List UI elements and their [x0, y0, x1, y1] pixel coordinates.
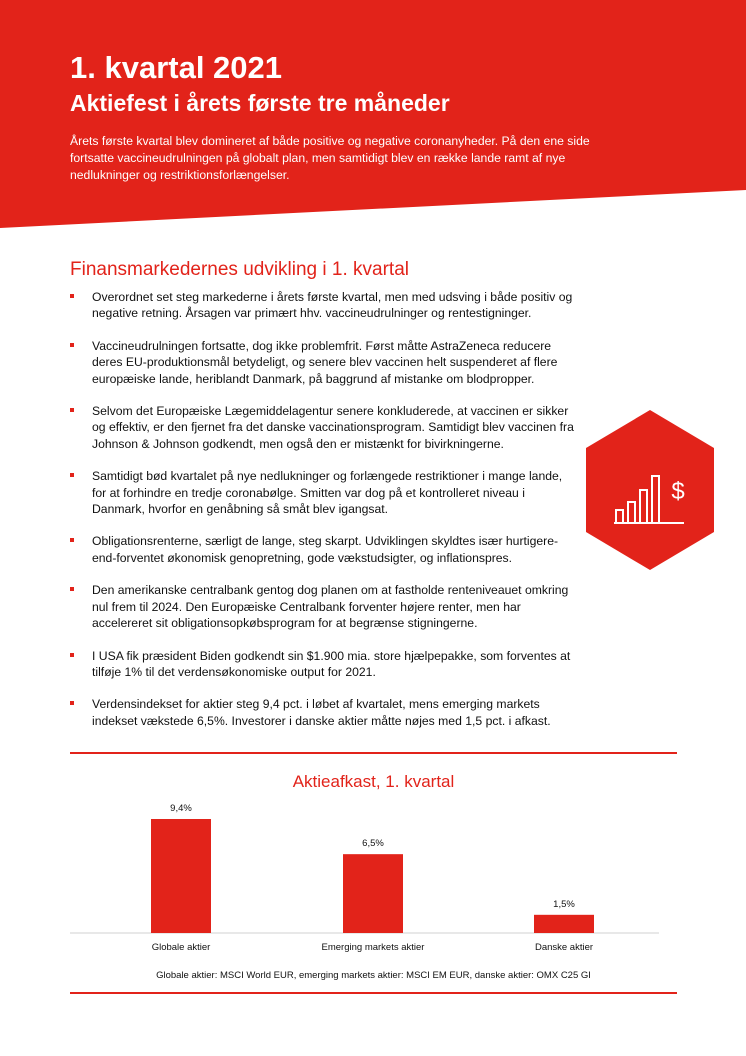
bullet-item	[70, 582, 575, 631]
bullet-text: Obligationsrenterne, særligt de lange, steg skarpt. Udviklingen skyldtes især hurtigere-end-forventet økonomisk genopretning, gode vækstudsigter, og inflationspres.	[92, 534, 559, 565]
bullet-marker	[70, 653, 74, 657]
x-tick-label: Danske aktier	[534, 942, 594, 953]
bullet-item	[70, 648, 575, 681]
bullet-item	[70, 533, 575, 566]
section-heading: Finansmarkedernes udvikling i 1. kvartal	[70, 259, 409, 280]
bullet-item	[70, 468, 575, 517]
page-title: 1. kvartal 2021	[70, 50, 283, 85]
bullet-text: Selvom det Europæiske Lægemiddelagentur senere konkluderede, at vaccinen er sikker og effektiv, er den fjernet fra det danske vaccinationsprogram. Samtidigt blev vaccinen fra Johnson & Johnson godkendt, men også den er mistænkt for bivirkningerne.	[92, 404, 574, 451]
chart-top-divider	[70, 752, 677, 754]
bar-value-label: 9,4%	[170, 803, 192, 814]
bar-value-label: 6,5%	[362, 838, 384, 850]
bar	[151, 819, 211, 933]
bullet-text: Vaccineudrulningen fortsatte, dog ikke problemfrit. Først måtte AstraZeneca reducere deres EU-produktionsmål betydeligt, og senere blev vaccinen helt suspenderet af flere europæiske lande, heriblandt Danmark, på baggrund af mistanke om blodpropper.	[92, 338, 558, 386]
x-tick-label: Globale aktier	[151, 942, 211, 953]
bullet-marker	[70, 343, 74, 347]
bar-value-label: 1,5%	[553, 898, 575, 910]
bar	[343, 854, 403, 933]
bullet-item	[70, 696, 575, 729]
bullet-text: Den amerikanske centralbank gentog dog planen om at fastholde renteniveauet omkring nul frem til 2024. Den Europæiske Centralbank forventer højere renter, men har accelereret sit obligationsopkøbsprogram for at begrænse stigningerne.	[92, 583, 569, 631]
bullet-list	[70, 289, 575, 729]
bullet-text: I USA fik præsident Biden godkendt sin $1.900 mia. store hjælpepakke, som forventes at tilføje 1% til det verdensøkonomiske output for 2021.	[92, 648, 571, 679]
bar-chart	[70, 795, 677, 965]
chart-dollar-icon	[586, 410, 714, 575]
bullet-marker	[70, 587, 74, 591]
bullet-marker	[70, 294, 74, 298]
bullet-marker	[70, 538, 74, 542]
bullet-item	[70, 403, 575, 452]
svg-text:$: $	[671, 478, 685, 505]
intro-paragraph: Årets første kvartal blev domineret af både positive og negative coronanyheder. På den ene side fortsatte vaccineudrulningen på globalt plan, men samtidigt blev en række lande ramt af nye nedlukninger og restriktionsforlængelser.	[70, 134, 590, 182]
bullet-marker	[70, 473, 74, 477]
bar	[534, 915, 594, 933]
bullet-text: Samtidigt bød kvartalet på nye nedlukninger og forlængede restriktioner i mange lande, for at forhindre en tredje coronabølge. Smitten var dog på et kontrolleret niveau i Danmark, hvorfor en genåbning så småt blev igangsat.	[92, 469, 563, 517]
bullet-text: Overordnet set steg markederne i årets første kvartal, men med udsving i både positiv og negative retning. Årsagen var primært hhv. vaccineudrulninger og rentestigninger.	[92, 290, 573, 321]
chart-bottom-divider	[70, 992, 677, 994]
bullet-marker	[70, 701, 74, 705]
bullet-marker	[70, 408, 74, 412]
bullet-item	[70, 338, 575, 387]
bullet-text: Verdensindekset for aktier steg 9,4 pct. i løbet af kvartalet, mens emerging markets indekset vækstede 6,5%. Investorer i danske aktier måtte nøjes med 1,5 pct. i afkast.	[92, 697, 551, 728]
page-subtitle: Aktiefest i årets første tre måneder	[70, 90, 450, 116]
chart-title: Aktieafkast, 1. kvartal	[292, 772, 455, 791]
bullet-item	[70, 289, 575, 322]
chart-source-note: Globale aktier: MSCI World EUR, emerging markets aktier: MSCI EM EUR, danske aktier: OMX C25 GI	[156, 970, 591, 981]
x-tick-label: Emerging markets aktier	[321, 942, 425, 953]
